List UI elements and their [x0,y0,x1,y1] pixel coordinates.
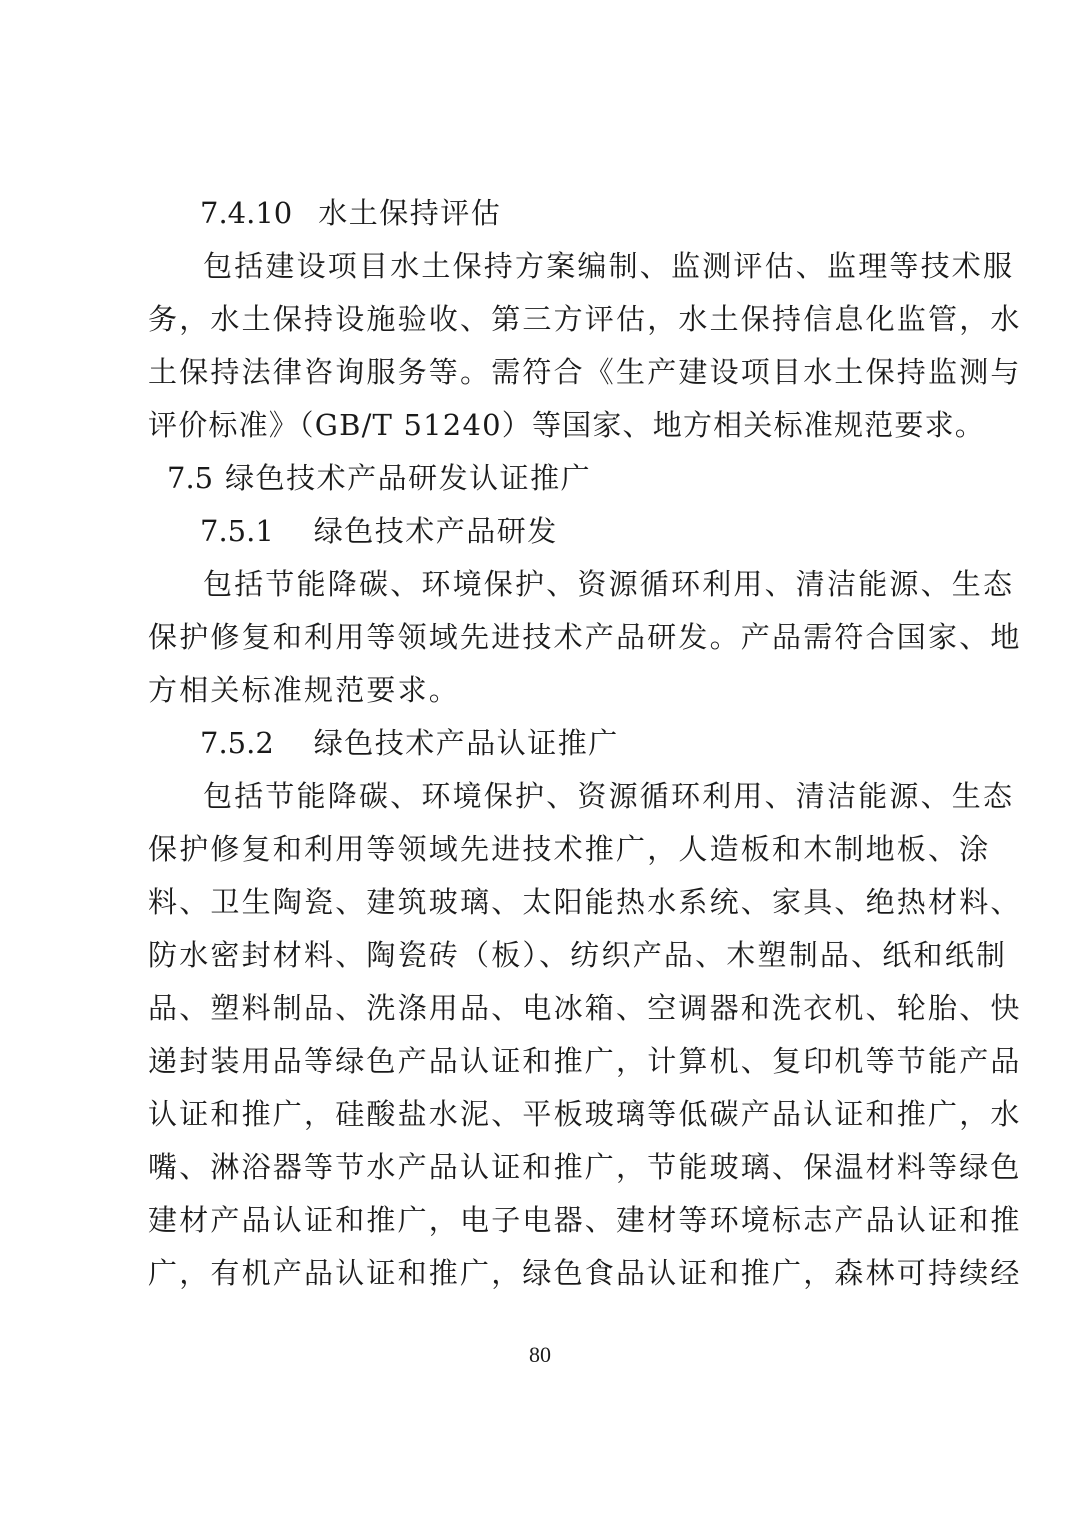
heading-number: 7.5.1 [200,514,274,548]
paragraph-line: 递封装用品等绿色产品认证和推广，计算机、复印机等节能产品 [148,1044,1022,1078]
paragraph-line: 保护修复和利用等领域先进技术推广，人造板和木制地板、涂 [148,832,991,866]
heading-title: 绿色技术产品研发认证推广 [225,461,592,495]
heading-number: 7.4.10 [200,196,293,230]
paragraph-line: 土保持法律咨询服务等。需符合《生产建设项目水土保持监测与 [148,355,1022,389]
page-number: 80 [529,1342,551,1367]
paragraph-line: 嘴、淋浴器等节水产品认证和推广，节能玻璃、保温材料等绿色 [148,1150,1022,1184]
paragraph-line: 包括节能降碳、环境保护、资源循环利用、清洁能源、生态 [203,779,1015,813]
section-heading-7-4-10 [200,193,986,233]
heading-number: 7.5.2 [200,726,274,760]
paragraph-line: 评价标准》（GB/T 51240）等国家、地方相关标准规范要求。 [148,408,985,442]
section-heading-7-5 [167,458,953,498]
section-heading-7-5-2 [200,723,986,763]
paragraph-line: 认证和推广，硅酸盐水泥、平板玻璃等低碳产品认证和推广，水 [148,1097,1022,1131]
paragraph-line: 建材产品认证和推广，电子电器、建材等环境标志产品认证和推 [148,1203,1022,1237]
paragraph-line: 保护修复和利用等领域先进技术产品研发。产品需符合国家、地 [148,620,1022,654]
paragraph-line: 料、卫生陶瓷、建筑玻璃、太阳能热水系统、家具、绝热材料、 [148,885,1022,919]
paragraph-line: 品、塑料制品、洗涤用品、电冰箱、空调器和洗衣机、轮胎、快 [148,991,1022,1025]
paragraph-line: 包括节能降碳、环境保护、资源循环利用、清洁能源、生态 [203,567,1015,601]
paragraph-line: 广，有机产品认证和推广，绿色食品认证和推广，森林可持续经 [148,1256,1022,1290]
paragraph-line: 务，水土保持设施验收、第三方评估，水土保持信息化监管，水 [148,302,1022,336]
section-heading-7-5-1 [200,511,986,551]
paragraph-line: 方相关标准规范要求。 [148,673,461,707]
heading-title: 绿色技术产品认证推广 [313,726,619,760]
heading-title: 水土保持评估 [318,196,502,230]
paragraph-line: 防水密封材料、陶瓷砖（板）、纺织产品、木塑制品、纸和纸制 [148,938,1008,972]
heading-number: 7.5 [167,461,214,495]
paragraph-line: 包括建设项目水土保持方案编制、监测评估、监理等技术服 [203,249,1015,283]
heading-title: 绿色技术产品研发 [313,514,558,548]
